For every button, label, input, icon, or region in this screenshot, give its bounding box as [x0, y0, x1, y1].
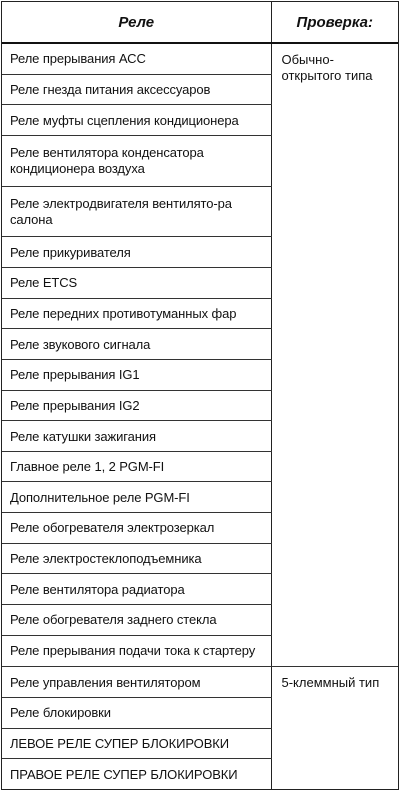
relay-check-table — [2, 2, 398, 789]
relay-name: Реле блокировки — [2, 698, 271, 729]
relay-table-container — [1, 1, 399, 790]
relay-name: Реле обогревателя электрозеркал — [2, 513, 271, 544]
table-row — [2, 43, 398, 74]
relay-name: ПРАВОЕ РЕЛЕ СУПЕР БЛОКИРОВКИ — [2, 759, 271, 789]
check-type: 5-клеммный тип — [281, 675, 380, 691]
column-header-relay: Реле — [2, 2, 271, 43]
relay-name: Реле электростеклоподъемника — [2, 543, 271, 574]
relay-name: Дополнительное реле PGM-FI — [2, 482, 271, 513]
relay-name: Реле управления вентилятором — [2, 667, 271, 698]
relay-name: Реле передних противотуманных фар — [2, 298, 271, 329]
relay-name: Главное реле 1, 2 PGM-FI — [2, 451, 271, 482]
relay-name: Реле муфты сцепления кондиционера — [2, 105, 271, 136]
relay-name: Реле прерывания подачи тока к стартеру — [2, 635, 271, 667]
table-row — [2, 667, 398, 698]
relay-name: Реле ETCS — [2, 267, 271, 298]
relay-name: Реле звукового сигнала — [2, 329, 271, 360]
relay-name: Реле прикуривателя — [2, 237, 271, 268]
relay-name: Реле прерывания IG1 — [2, 359, 271, 390]
relay-name: Реле электродвигателя вентилято-ра салона — [2, 186, 271, 237]
relay-name: Реле вентилятора конденсатора кондиционера воздуха — [2, 136, 271, 187]
relay-name: Реле прерывания IG2 — [2, 390, 271, 421]
relay-name: Реле прерывания АСС — [2, 43, 271, 74]
check-type: Обычно-открытого типа — [271, 43, 398, 667]
table-body — [2, 43, 398, 789]
relay-name: ЛЕВОЕ РЕЛЕ СУПЕР БЛОКИРОВКИ — [2, 728, 271, 759]
table-header-row — [2, 2, 398, 43]
column-header-check: Проверка: — [271, 2, 398, 43]
relay-name: Реле обогревателя заднего стекла — [2, 605, 271, 636]
relay-name: Реле катушки зажигания — [2, 421, 271, 452]
relay-name: Реле вентилятора радиатора — [2, 574, 271, 605]
relay-name: Реле гнезда питания аксессуаров — [2, 74, 271, 105]
